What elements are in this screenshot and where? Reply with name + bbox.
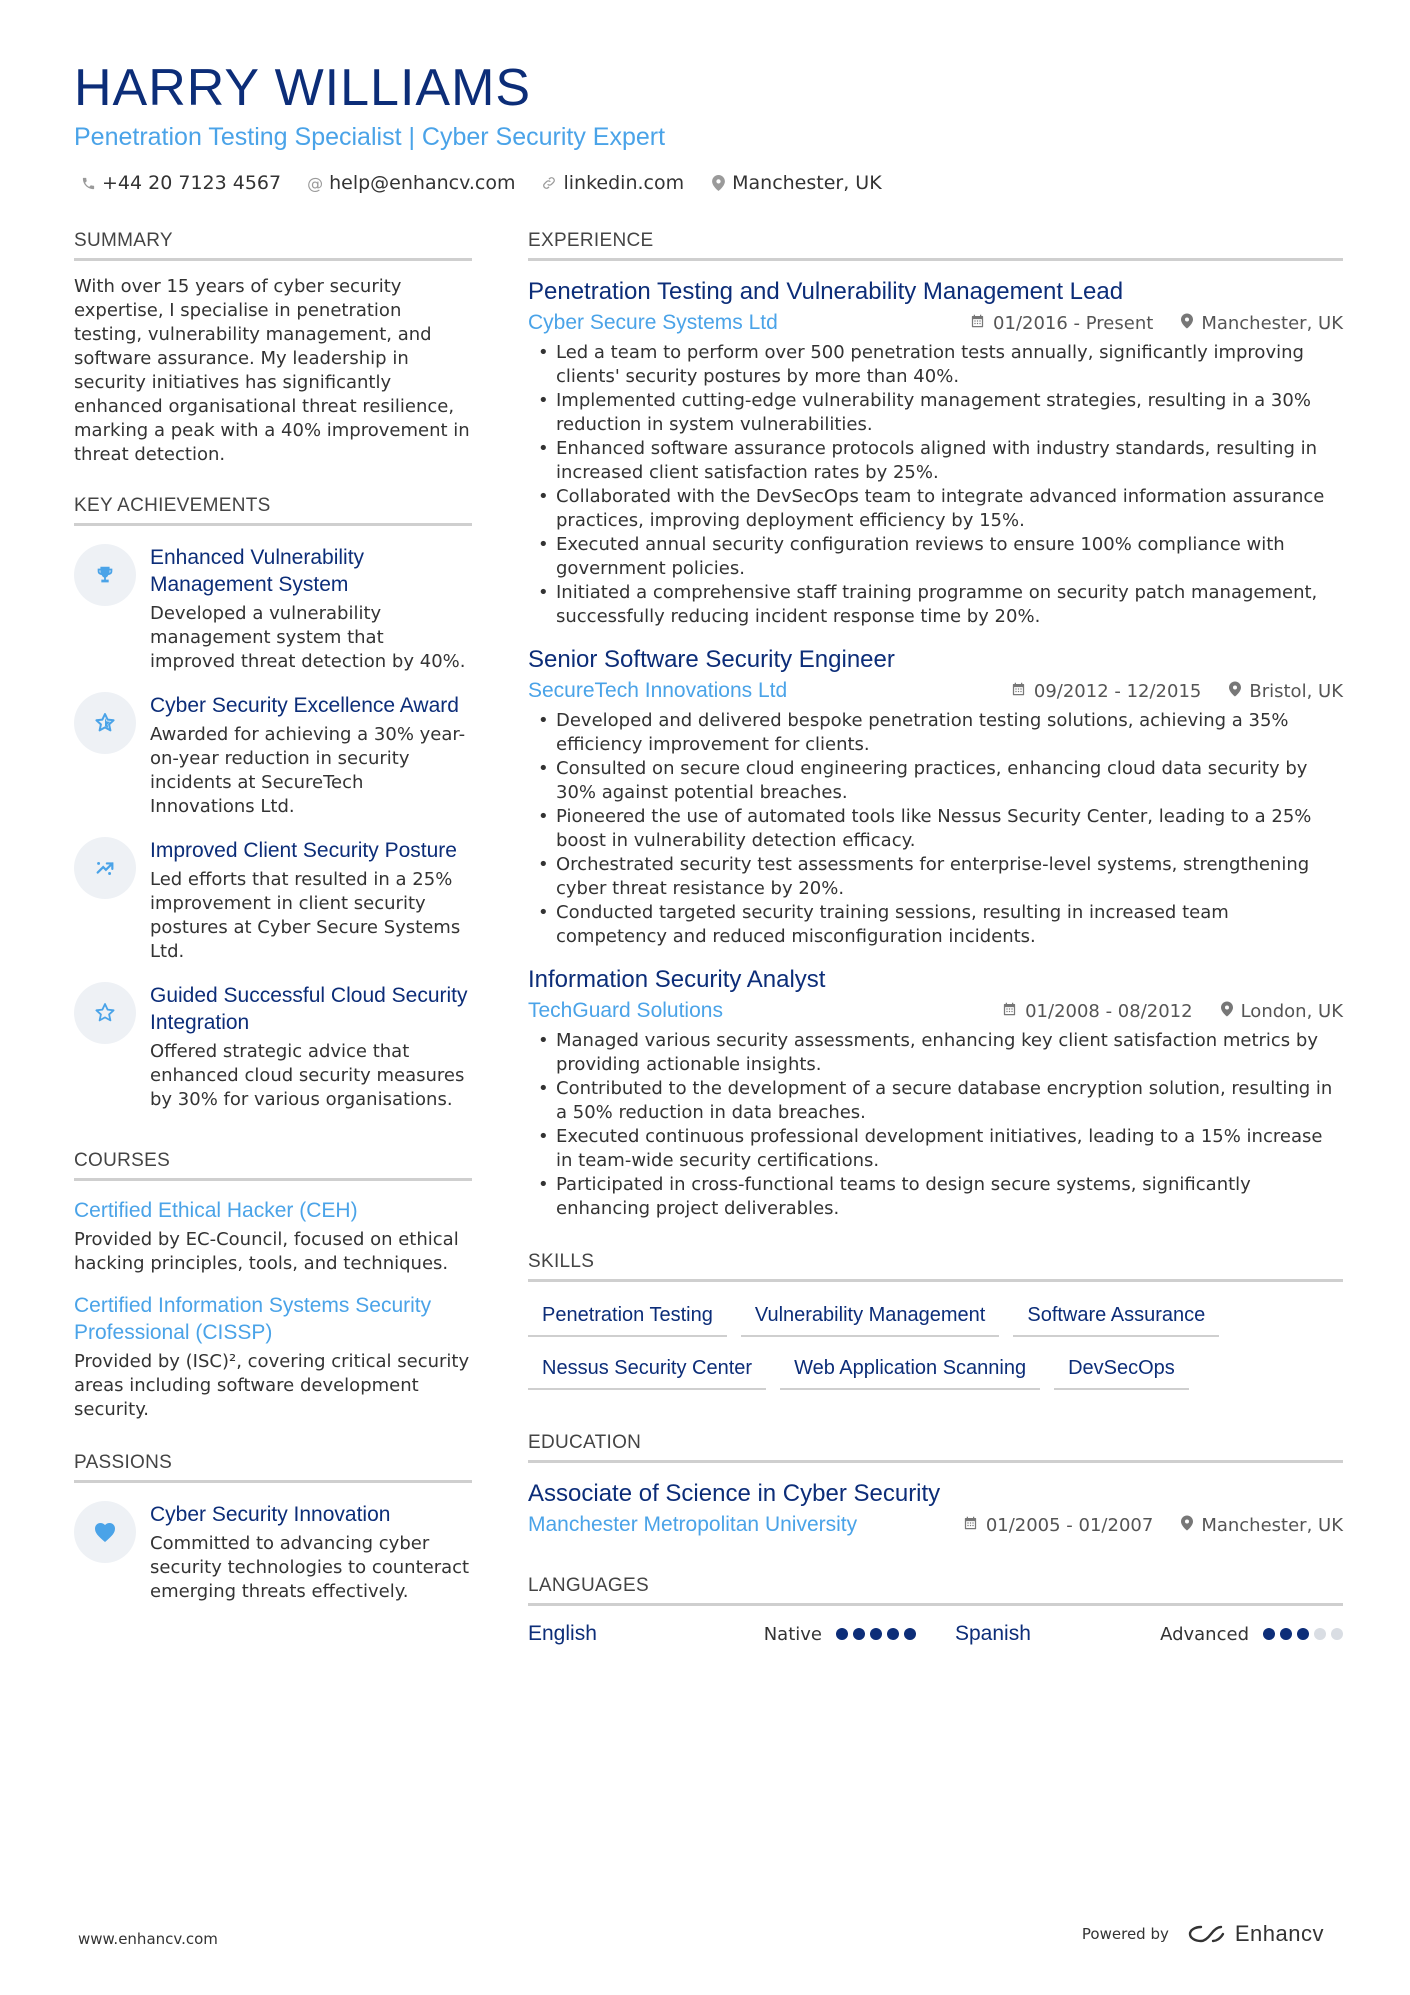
job-dates	[1002, 1001, 1193, 1022]
achievement-item	[74, 692, 472, 819]
job-bullets	[528, 1029, 1343, 1221]
bullet-item: • Led a team to perform over 500 penetration tests annually, significantly improving clients' security postures by more than 40%.	[528, 341, 1343, 389]
summary-section	[74, 230, 472, 467]
course-item	[74, 1292, 472, 1422]
job-bullets	[528, 341, 1343, 629]
achievement-desc: Led efforts that resulted in a 25% improvement in client security postures at Cyber Secure Systems Ltd.	[150, 869, 461, 962]
passions-heading: PASSIONS	[74, 1452, 472, 1483]
language-item	[528, 1622, 916, 1646]
skill-tag: Software Assurance	[1013, 1300, 1219, 1337]
job-dates	[1011, 681, 1202, 702]
skill-tag: Vulnerability Management	[741, 1300, 1000, 1337]
phone-icon	[80, 176, 96, 191]
location-icon	[1181, 313, 1193, 333]
languages-heading: LANGUAGES	[528, 1575, 1343, 1606]
bullet-item: • Managed various security assessments, enhancing key client satisfaction metrics by providing actionable insights.	[528, 1029, 1343, 1077]
achievement-item	[74, 982, 472, 1112]
education-entry	[528, 1479, 1343, 1537]
link-icon	[541, 175, 557, 191]
language-name: Spanish	[955, 1622, 1031, 1645]
job-location	[1221, 1001, 1343, 1022]
education-dates-text: 01/2005 - 01/2007	[985, 1514, 1154, 1536]
contact-location-text: Manchester, UK	[732, 172, 882, 194]
candidate-headline: Penetration Testing Specialist | Cyber Security Expert	[74, 123, 666, 151]
skill-tag: Penetration Testing	[528, 1300, 727, 1337]
bullet-item: • Conducted targeted security training sessions, resulting in increased team competency and reduced misconfiguration incidents.	[528, 901, 1343, 949]
language-name: English	[528, 1622, 597, 1645]
job-location-text: Manchester, UK	[1201, 312, 1343, 334]
bullet-item: • Participated in cross-functional teams to design secure systems, significantly enhancing project deliverables.	[528, 1173, 1343, 1221]
achievements-section	[74, 495, 472, 1112]
degree-title: Associate of Science in Cyber Security	[528, 1480, 941, 1507]
education-location	[1181, 1515, 1343, 1536]
rating-dot-filled	[1297, 1628, 1309, 1640]
job-location-text: Bristol, UK	[1249, 680, 1343, 702]
job-dates	[970, 313, 1153, 334]
skills-list	[528, 1300, 1343, 1390]
achievement-desc: Offered strategic advice that enhanced cloud security measures by 30% for various organisations.	[150, 1041, 465, 1110]
courses-section	[74, 1150, 472, 1422]
bullet-item: • Orchestrated security test assessments for enterprise-level systems, strengthening cyber threat resistance by 20%.	[528, 853, 1343, 901]
course-desc: Provided by EC-Council, focused on ethical hacking principles, tools, and techniques.	[74, 1229, 459, 1274]
contact-phone-text: +44 20 7123 4567	[102, 172, 282, 194]
star-award-icon	[74, 692, 136, 754]
rating-dot-filled	[1280, 1628, 1292, 1640]
education-section	[528, 1432, 1343, 1537]
job-title: Senior Software Security Engineer	[528, 646, 895, 673]
calendar-icon	[1011, 681, 1026, 701]
bullet-item: • Consulted on secure cloud engineering practices, enhancing cloud data security by 30% against potential breaches.	[528, 757, 1343, 805]
contact-email-text: help@enhancv.com	[329, 172, 516, 194]
experience-heading: EXPERIENCE	[528, 230, 1343, 261]
bullet-item: • Contributed to the development of a secure database encryption solution, resulting in a 50% reduction in data breaches.	[528, 1077, 1343, 1125]
job-dates-text: 01/2008 - 08/2012	[1025, 1000, 1193, 1022]
location-icon	[1221, 1001, 1233, 1021]
course-title: Certified Ethical Hacker (CEH)	[74, 1199, 358, 1222]
rating-dot-empty	[1331, 1628, 1343, 1640]
language-rating	[836, 1628, 916, 1640]
trend-icon	[74, 837, 136, 899]
contact-linkedin-text: linkedin.com	[563, 172, 685, 194]
bullet-item: • Executed continuous professional development initiatives, leading to a 15% increase in team-wide security certifications.	[528, 1125, 1343, 1173]
course-item	[74, 1197, 472, 1276]
brand-name: Enhancv	[1234, 1921, 1324, 1946]
passion-item	[74, 1501, 472, 1604]
at-icon: @	[307, 173, 324, 193]
rating-dot-filled	[870, 1628, 882, 1640]
achievement-title: Cyber Security Excellence Award	[150, 694, 459, 717]
bullet-item: • Pioneered the use of automated tools like Nessus Security Center, leading to a 25% boost in vulnerability detection efficacy.	[528, 805, 1343, 853]
skill-tag: DevSecOps	[1054, 1353, 1189, 1390]
achievements-heading: KEY ACHIEVEMENTS	[74, 495, 472, 526]
powered-by-label: Powered by	[1081, 1925, 1169, 1943]
job-bullets	[528, 709, 1343, 949]
heart-icon	[74, 1501, 136, 1563]
language-item	[955, 1622, 1343, 1646]
job-entry	[528, 965, 1343, 1221]
star-icon	[74, 982, 136, 1044]
bullet-item: • Enhanced software assurance protocols aligned with industry standards, resulting in increased client satisfaction rates by 25%.	[528, 437, 1343, 485]
skill-tag: Web Application Scanning	[780, 1353, 1040, 1390]
location-icon	[1181, 1515, 1193, 1535]
candidate-name: HARRY WILLIAMS	[74, 59, 532, 117]
skills-section	[528, 1251, 1343, 1390]
calendar-icon	[970, 313, 985, 333]
passion-desc: Committed to advancing cyber security technologies to counteract emerging threats effectively.	[150, 1533, 470, 1602]
company-name: Cyber Secure Systems Ltd	[528, 311, 778, 334]
achievement-desc: Developed a vulnerability management system that improved threat detection by 40%.	[150, 603, 466, 672]
skill-tag: Nessus Security Center	[528, 1353, 766, 1390]
language-level: Advanced	[1160, 1623, 1249, 1645]
language-rating	[1263, 1628, 1343, 1640]
contact-bar	[80, 172, 882, 194]
language-level: Native	[763, 1623, 822, 1645]
rating-dot-filled	[1263, 1628, 1275, 1640]
bullet-item: • Initiated a comprehensive staff training programme on security patch management, successfully reducing incident response time by 20%.	[528, 581, 1343, 629]
skills-heading: SKILLS	[528, 1251, 1343, 1282]
job-title: Penetration Testing and Vulnerability Management Lead	[528, 278, 1124, 305]
course-desc: Provided by (ISC)², covering critical security areas including software development security.	[74, 1351, 470, 1420]
brand-logo[interactable]	[1187, 1921, 1324, 1947]
bullet-item: • Developed and delivered bespoke penetration testing solutions, achieving a 35% efficiency improvement for clients.	[528, 709, 1343, 757]
enhancv-logo-icon	[1187, 1923, 1227, 1945]
rating-dot-filled	[887, 1628, 899, 1640]
achievement-title: Enhanced Vulnerability Management System	[150, 546, 365, 596]
job-dates-text: 09/2012 - 12/2015	[1033, 680, 1202, 702]
location-icon	[1229, 681, 1241, 701]
job-location	[1229, 681, 1343, 702]
course-title: Certified Information Systems Security Professional (CISSP)	[74, 1294, 432, 1344]
rating-dot-filled	[904, 1628, 916, 1640]
right-column	[528, 230, 1343, 1646]
achievement-item	[74, 544, 472, 674]
bullet-item: • Collaborated with the DevSecOps team to integrate advanced information assurance practices, improving deployment efficiency by 15%.	[528, 485, 1343, 533]
rating-dot-filled	[853, 1628, 865, 1640]
job-dates-text: 01/2016 - Present	[993, 312, 1154, 334]
trophy-icon	[74, 544, 136, 606]
contact-email[interactable]	[307, 172, 515, 194]
courses-heading: COURSES	[74, 1150, 472, 1181]
rating-dot-empty	[1314, 1628, 1326, 1640]
achievement-item	[74, 837, 472, 964]
achievement-desc: Awarded for achieving a 30% year-on-year reduction in security incidents at SecureTech Innovations Ltd.	[150, 724, 466, 817]
bullet-item: • Implemented cutting-edge vulnerability management strategies, resulting in a 30% reduction in system vulnerabilities.	[528, 389, 1343, 437]
education-heading: EDUCATION	[528, 1432, 1343, 1463]
education-location-text: Manchester, UK	[1201, 1514, 1343, 1536]
footer-branding	[1082, 1921, 1324, 1947]
passion-title: Cyber Security Innovation	[150, 1503, 391, 1526]
bullet-item: • Executed annual security configuration reviews to ensure 100% compliance with government policies.	[528, 533, 1343, 581]
left-column	[74, 230, 472, 1604]
job-entry	[528, 277, 1343, 629]
company-name: TechGuard Solutions	[528, 999, 723, 1022]
contact-linkedin[interactable]	[541, 172, 684, 194]
calendar-icon	[963, 1515, 978, 1535]
summary-heading: SUMMARY	[74, 230, 472, 261]
company-name: SecureTech Innovations Ltd	[528, 679, 788, 702]
location-icon	[710, 175, 726, 191]
achievement-title: Improved Client Security Posture	[150, 839, 457, 862]
contact-location	[710, 172, 882, 194]
languages-section	[528, 1575, 1343, 1646]
rating-dot-filled	[836, 1628, 848, 1640]
job-title: Information Security Analyst	[528, 966, 826, 993]
job-entry	[528, 645, 1343, 949]
job-location	[1181, 313, 1343, 334]
job-location-text: London, UK	[1240, 1000, 1343, 1022]
calendar-icon	[1002, 1001, 1017, 1021]
footer-website[interactable]: www.enhancv.com	[78, 1930, 218, 1948]
school-name: Manchester Metropolitan University	[528, 1513, 858, 1536]
passions-section	[74, 1452, 472, 1604]
contact-phone[interactable]	[80, 172, 281, 194]
experience-section	[528, 230, 1343, 1221]
achievement-title: Guided Successful Cloud Security Integration	[150, 984, 468, 1034]
summary-text: With over 15 years of cyber security expertise, I specialise in penetration testing, vulnerability management, and software assurance. My leadership in security initiatives has significantly enhanced organisational threat resilience, marking a peak with a 40% improvement in threat detection.	[74, 276, 470, 465]
education-dates	[963, 1515, 1154, 1536]
